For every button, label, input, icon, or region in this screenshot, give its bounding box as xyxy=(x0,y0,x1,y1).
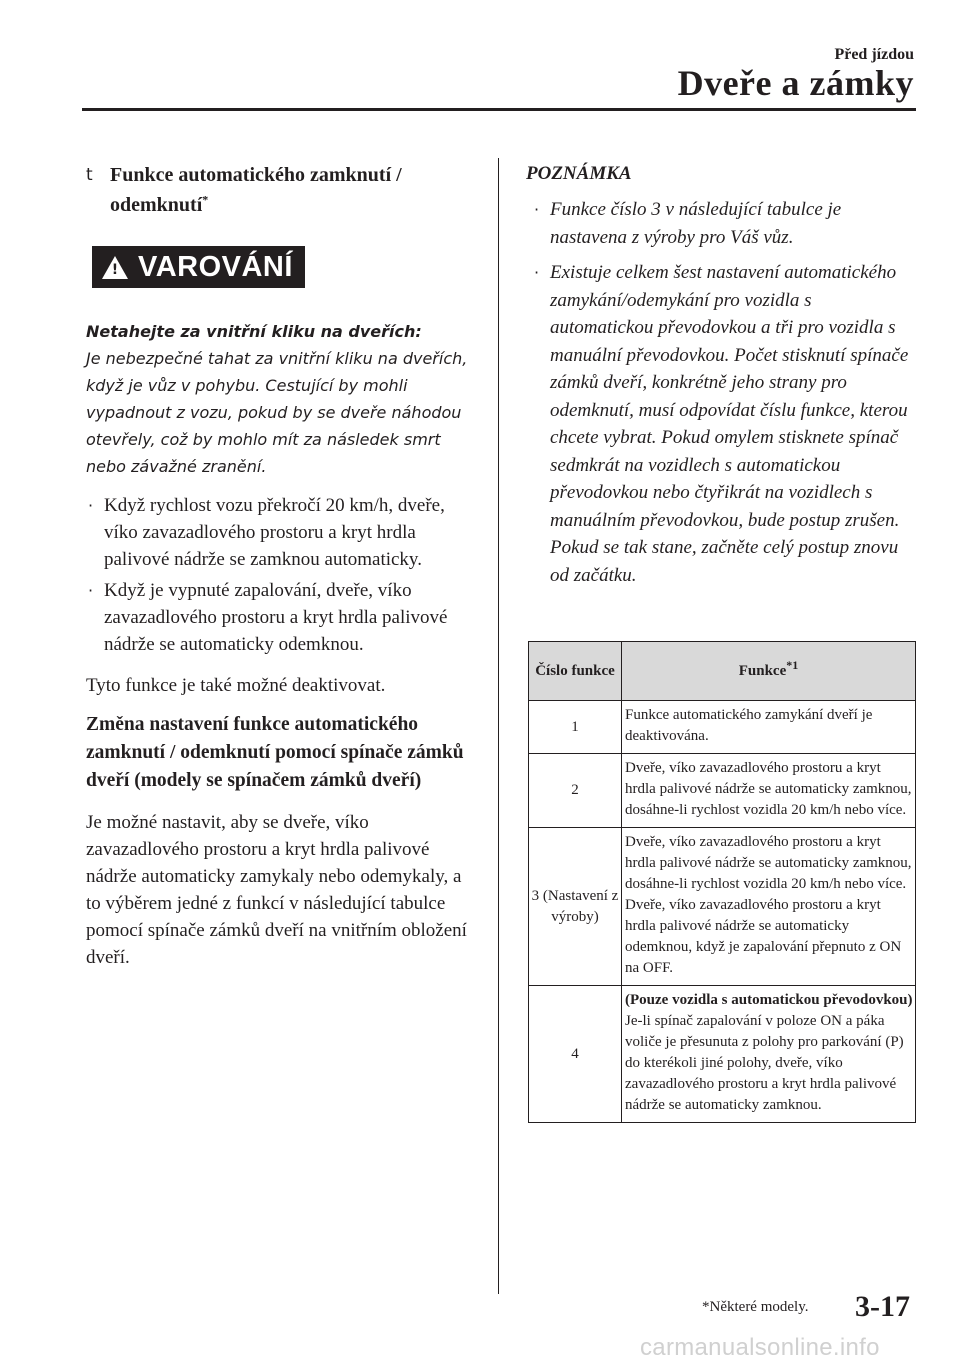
bullet-icon: · xyxy=(88,581,94,600)
function-description xyxy=(622,754,916,828)
function-footnote-mark: *1 xyxy=(786,657,799,672)
warning-title: Netahejte za vnitřní kliku na dveřích: xyxy=(86,322,422,341)
function-number: 2 xyxy=(529,754,622,828)
warning-label: VAROVÁNÍ xyxy=(138,250,293,283)
table-row xyxy=(529,701,916,754)
function-description-lead: (Pouze vozidla s automatickou převodovkou) xyxy=(625,992,913,1008)
note-item-text: Funkce číslo 3 v následující tabulce je nastavena z výroby pro Váš vůz. xyxy=(550,199,842,248)
section-marker-icon: t xyxy=(86,165,93,185)
list-item xyxy=(86,577,470,658)
column-header-number: Číslo funkce xyxy=(529,642,622,701)
function-description-text: Funkce automatického zamykání dveří je deaktivována. xyxy=(625,707,873,744)
header-section-label: Před jízdou xyxy=(834,46,914,63)
note-item xyxy=(526,196,918,251)
right-column xyxy=(526,160,918,589)
function-description-text: Dveře, víko zavazadlového prostoru a kryt hrdla palivové nádrže se automaticky zamknou, dosáhne-li rychlost vozidla 20 km/h nebo více. Dveře, víko zavazadlového prostoru a kryt hrdla palivové nádrže se automaticky odemknou, když je zapalování přepnuto z ON na OFF. xyxy=(625,834,912,976)
list-item xyxy=(86,492,470,573)
bullet-list xyxy=(86,492,470,658)
header-rule xyxy=(82,108,916,111)
watermark: carmanualsonline.info xyxy=(640,1334,880,1361)
table-row xyxy=(529,754,916,828)
subheading: Změna nastavení funkce automatického zamknutí / odemknutí pomocí spínače zámků dveří (modely se spínačem zámků dveří) xyxy=(86,714,464,791)
page-title: Dveře a zámky xyxy=(677,63,914,103)
function-number: 1 xyxy=(529,701,622,754)
note-item xyxy=(526,259,918,589)
paragraph-deactivate: Tyto funkce je také možné deaktivovat. xyxy=(86,675,386,696)
column-header-function: Funkce$^{*1}$ xyxy=(622,642,916,701)
section-heading-text: Funkce automatického zamknutí / odemknutí xyxy=(110,164,402,216)
function-description-text: Dveře, víko zavazadlového prostoru a kryt hrdla palivové nádrže se automaticky zamknou, dosáhne-li rychlost vozidla 20 km/h nebo více. xyxy=(625,760,912,818)
paragraph-setup: Je možné nastavit, aby se dveře, víko zavazadlového prostoru a kryt hrdla palivové nádrže automaticky zamykaly nebo odemykaly, a to výběrem jedné z funkcí v následující tabulce pomocí spínače zámků dveří na vnitřním obložení dveří. xyxy=(86,812,467,968)
warning-banner xyxy=(92,246,305,288)
table-header-row xyxy=(529,642,916,701)
bullet-icon: · xyxy=(534,200,540,219)
warning-body: Je nebezpečné tahat za vnitřní kliku na dveřích, když je vůz v pohybu. Cestující by mohli vypadnout z vozu, pokud by se dveře náhodou otevřely, což by mohlo mít za následek smrt nebo závažné zranění. xyxy=(86,349,468,476)
warning-triangle-icon: ! xyxy=(102,256,128,279)
list-item-text: Když je vypnuté zapalování, dveře, víko zavazadlového prostoru a kryt hrdla palivové nádrže se automaticky odemknou. xyxy=(104,580,448,655)
function-description-text: Je-li spínač zapalování v poloze ON a páka voliče je přesunuta z polohy pro parkování (P) do kterékoli jiné polohy, dveře, víko zavazadlového prostoru a kryt hrdla palivové nádrže se automaticky zamknou. xyxy=(625,1013,904,1113)
left-column xyxy=(86,160,470,971)
note-title: POZNÁMKA xyxy=(526,163,632,184)
function-description xyxy=(622,701,916,754)
function-description xyxy=(622,828,916,986)
section-heading-footnote-mark: * xyxy=(202,192,209,207)
table-row xyxy=(529,828,916,986)
warning-text xyxy=(86,318,470,480)
footnote: *Některé modely. xyxy=(702,1299,809,1315)
function-number: 4 xyxy=(529,986,622,1123)
table-row xyxy=(529,986,916,1123)
function-number: 3 (Nastavení z výroby) xyxy=(529,828,622,986)
column-divider xyxy=(498,158,499,1294)
bullet-icon: · xyxy=(534,263,540,282)
note-item-text: Existuje celkem šest nastavení automatického zamykání/odemykání pro vozidla s automatickou převodovkou a tři pro vozidla s manuální převodovkou. Počet stisknutí spínače zámků dveří, konkrétně jeho strany pro odemknutí, musí odpovídat číslu funkce, kterou chcete vybrat. Pokud omylem stisknete spínač sedmkrát na vozidlech s automatickou převodovkou nebo čtyřikrát na vozidlech s manuálním převodovkou, bude postup zrušen. Pokud se tak stane, začněte celý postup znovu od začátku. xyxy=(550,262,909,586)
page-number: 3-17 xyxy=(855,1290,910,1323)
function-table xyxy=(528,641,916,1123)
list-item-text: Když rychlost vozu překročí 20 km/h, dveře, víko zavazadlového prostoru a kryt hrdla palivové nádrže se zamknou automaticky. xyxy=(104,495,445,570)
bullet-icon: · xyxy=(88,496,94,515)
function-description xyxy=(622,986,916,1123)
section-heading xyxy=(86,160,470,220)
